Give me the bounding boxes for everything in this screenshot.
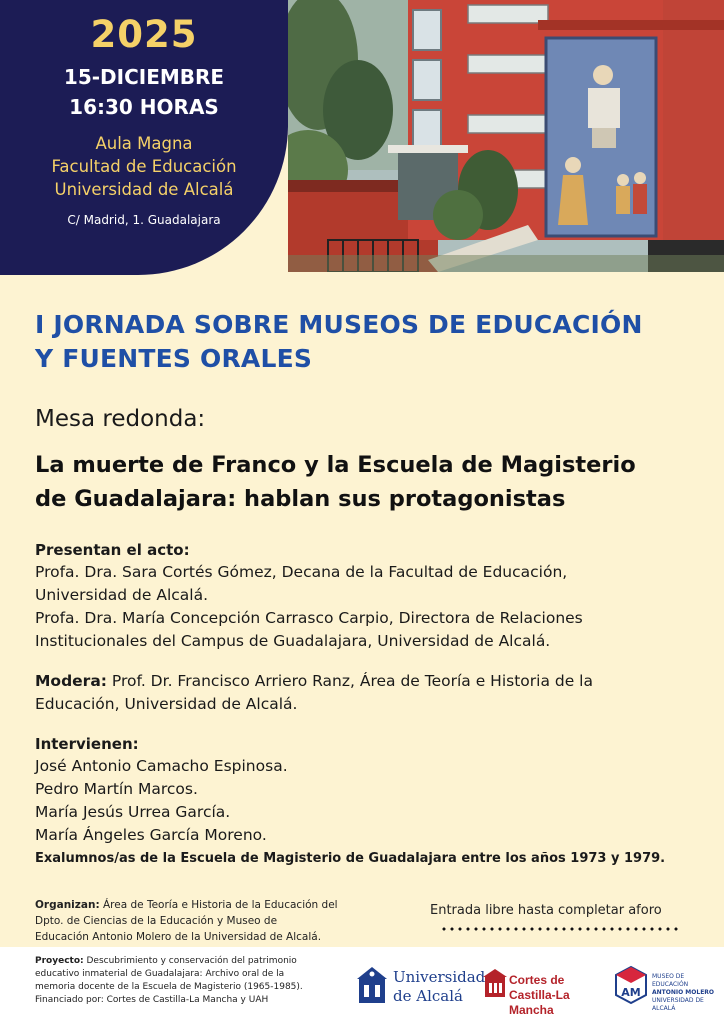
modera-heading: Modera: <box>35 672 107 690</box>
modera-line <box>35 670 715 693</box>
organizers <box>35 897 395 945</box>
project-heading: Proyecto: <box>35 956 84 966</box>
project-line: educativo inmaterial de Guadalajara: Archivo oral de la <box>35 969 285 979</box>
organizers-line: Dpto. de Ciencias de la Educación y Museo de <box>35 915 278 927</box>
event-date: 15-DICIEMBRE <box>63 65 225 89</box>
footer <box>0 947 724 1024</box>
uah-wordmark <box>393 968 485 1006</box>
museo-wordmark <box>652 973 719 1013</box>
uah-crest-icon <box>355 965 389 1007</box>
title-line: I JORNADA SOBRE MUSEOS DE EDUCACIÓN <box>35 310 643 339</box>
cortes-wordmark <box>509 973 608 1018</box>
cortes-building-icon <box>483 969 507 999</box>
uah-line: Universidad <box>393 968 486 986</box>
modera-text: Prof. Dr. Francisco Arriero Ranz, Área de Teoría e Historia de la <box>106 672 593 690</box>
speaker-name: Pedro Martín Marcos. <box>35 780 198 798</box>
presentan-section <box>35 539 715 653</box>
uah-logo <box>355 965 486 1009</box>
museo-line: UNIVERSIDAD DE ALCALÁ <box>652 997 704 1012</box>
building-photo <box>288 0 724 272</box>
event-title <box>35 308 705 376</box>
uah-line: de Alcalá <box>393 987 463 1005</box>
cortes-line: Cortes de <box>509 973 565 987</box>
presentan-line: Universidad de Alcalá. <box>35 586 209 604</box>
round-table-title <box>35 448 715 516</box>
cortes-logo <box>483 969 608 1017</box>
event-info <box>0 12 288 229</box>
organizers-text: Área de Teoría e Historia de la Educación del <box>99 899 338 911</box>
project-line <box>35 955 350 968</box>
mesa-label: Mesa redonda: <box>35 406 206 432</box>
event-year: 2025 <box>90 13 198 56</box>
cortes-line: Castilla-La Mancha <box>509 988 570 1017</box>
subtitle-line: de Guadalajara: hablan sus protagonistas <box>35 486 566 512</box>
museo-line: MUSEO DE EDUCACIÓN <box>652 973 689 988</box>
venue-line: Universidad de Alcalá <box>54 180 234 199</box>
modera-line: Educación, Universidad de Alcalá. <box>35 695 298 713</box>
museo-logo <box>614 965 719 1011</box>
project-info <box>35 955 350 1007</box>
museo-line: ANTONIO MOLERO <box>652 989 715 996</box>
venue-line: Aula Magna <box>95 134 193 153</box>
speaker-name: María Ángeles García Moreno. <box>35 826 267 844</box>
museo-mark: AM <box>621 986 641 999</box>
event-address: C/ Madrid, 1. Guadalajara <box>67 213 221 227</box>
entry-note: Entrada libre hasta completar aforo <box>430 903 662 918</box>
speaker-name: María Jesús Urrea García. <box>35 803 231 821</box>
dotted-divider <box>440 925 680 933</box>
intervienen-heading: Intervienen: <box>35 735 139 753</box>
project-text: Descubrimiento y conservación del patrimonio <box>83 956 297 966</box>
presentan-line: Profa. Dra. María Concepción Carrasco Carpio, Directora de Relaciones <box>35 609 583 627</box>
building-illustration <box>288 0 724 272</box>
organizers-heading: Organizan: <box>35 899 100 911</box>
intervienen-section <box>35 733 715 869</box>
presentan-heading: Presentan el acto: <box>35 541 190 559</box>
title-line: Y FUENTES ORALES <box>35 344 313 373</box>
project-line: memoria docente de la Escuela de Magisterio (1965-1985). <box>35 982 303 992</box>
speaker-name: José Antonio Camacho Espinosa. <box>35 757 288 775</box>
project-line: Financiado por: Cortes de Castilla-La Mancha y UAH <box>35 995 269 1005</box>
venue-line: Facultad de Educación <box>51 157 237 176</box>
organizers-line: Educación Antonio Molero de la Universidad de Alcalá. <box>35 931 322 943</box>
presentan-line: Profa. Dra. Sara Cortés Gómez, Decana de la Facultad de Educación, <box>35 563 568 581</box>
subtitle-line: La muerte de Franco y la Escuela de Magisterio <box>35 452 636 478</box>
speakers-note: Exalumnos/as de la Escuela de Magisterio de Guadalajara entre los años 1973 y 1979. <box>35 851 666 866</box>
header-area <box>0 0 724 275</box>
presentan-line: Institucionales del Campus de Guadalajara, Universidad de Alcalá. <box>35 632 551 650</box>
event-time: 16:30 HORAS <box>69 95 219 119</box>
museo-cube-icon <box>614 965 648 1005</box>
modera-section <box>35 670 715 716</box>
organizers-line <box>35 897 395 913</box>
